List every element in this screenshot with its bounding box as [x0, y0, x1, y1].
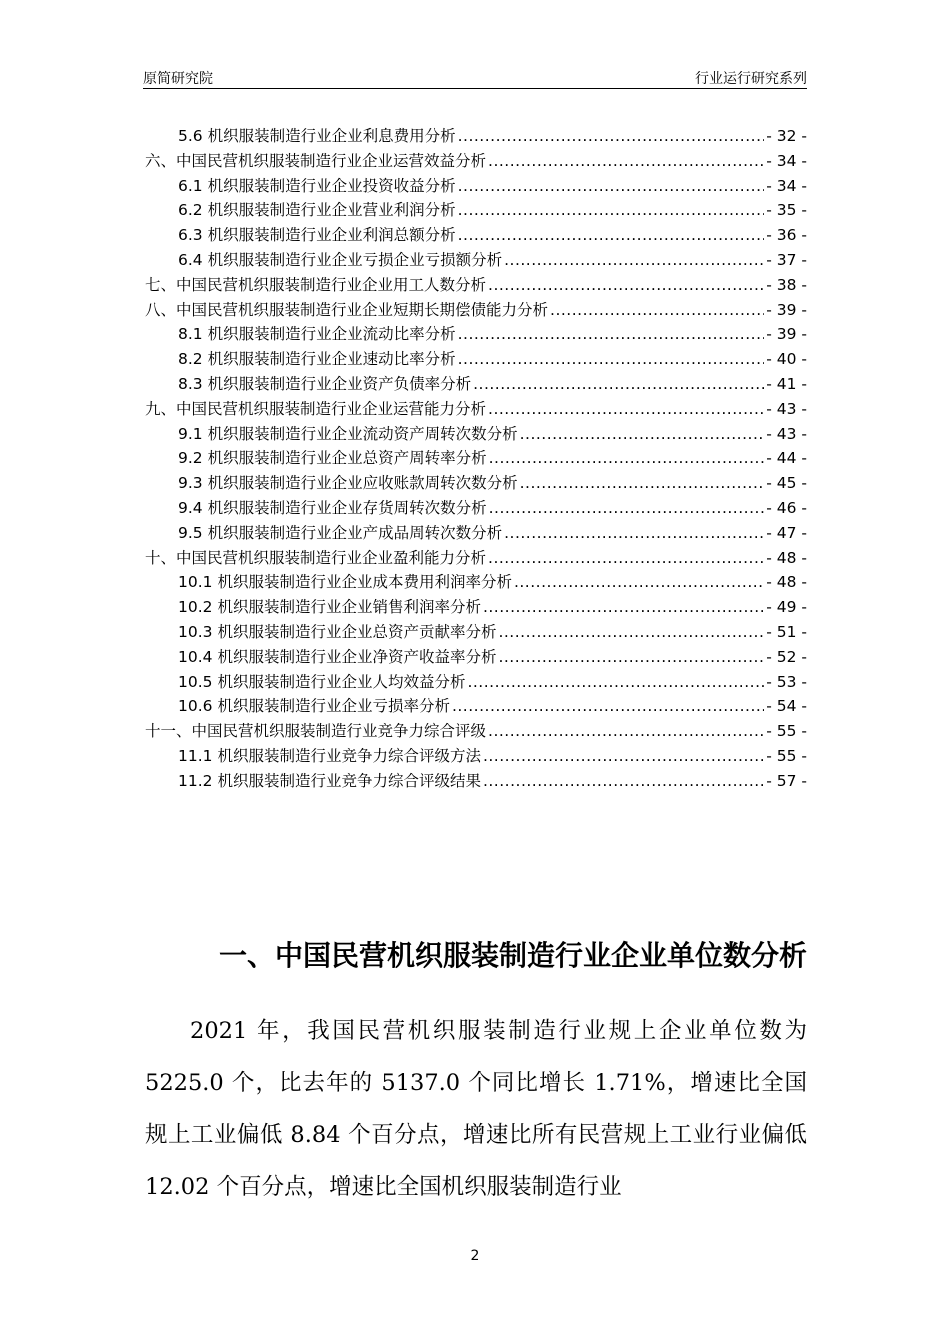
page-header: [143, 62, 807, 89]
toc-leader-dots: [550, 301, 764, 319]
toc-entry[interactable]: [145, 570, 807, 595]
toc-leader-dots: [498, 648, 764, 666]
header-publisher: 原简研究院: [143, 71, 213, 87]
toc-leader-dots: [488, 152, 764, 170]
toc-entry-title: 八、中国民营机织服装制造行业企业短期长期偿债能力分析: [145, 300, 549, 319]
toc-entry[interactable]: [145, 744, 807, 769]
toc-entry-page: - 51 -: [766, 622, 807, 641]
toc-entry-title: 6.3 机织服装制造行业企业利润总额分析: [178, 226, 456, 245]
toc-entry-title: 十一、中国民营机织服装制造行业竞争力综合评级: [145, 722, 487, 741]
toc-entry-page: - 57 -: [766, 771, 807, 790]
toc-entry[interactable]: [145, 546, 807, 571]
toc-entry-page: - 37 -: [766, 250, 807, 269]
toc-entry-title: 9.4 机织服装制造行业企业存货周转次数分析: [178, 498, 487, 517]
toc-entry[interactable]: [145, 496, 807, 521]
toc-leader-dots: [489, 449, 765, 467]
toc-leader-dots: [488, 549, 764, 567]
table-of-contents: [145, 124, 807, 794]
toc-entry-title: 十、中国民营机织服装制造行业企业盈利能力分析: [145, 548, 487, 567]
toc-entry-title: 六、中国民营机织服装制造行业企业运营效益分析: [145, 151, 487, 170]
toc-entry[interactable]: [145, 397, 807, 422]
toc-leader-dots: [504, 251, 764, 269]
toc-entry-page: - 40 -: [766, 350, 807, 369]
body-paragraph: 2021 年，我国民营机织服装制造行业规上企业单位数为 5225.0 个，比去年的 5137.0 个同比增长 1.71%，增速比全国规上工业偏低 8.84 个百分点，增速比所有民营规上工业行业偏低 12.02 个百分点，增速比全国机织服装制造行业: [145, 1018, 807, 1200]
toc-entry[interactable]: [145, 198, 807, 223]
toc-entry-title: 九、中国民营机织服装制造行业企业运营能力分析: [145, 399, 487, 418]
toc-entry-page: - 55 -: [766, 746, 807, 765]
toc-entry-page: - 54 -: [766, 697, 807, 716]
toc-entry[interactable]: [145, 422, 807, 447]
toc-leader-dots: [483, 772, 764, 790]
toc-entry-title: 9.1 机织服装制造行业企业流动资产周转次数分析: [178, 424, 518, 443]
toc-entry-title: 七、中国民营机织服装制造行业企业用工人数分析: [145, 275, 487, 294]
section-heading: 一、中国民营机织服装制造行业企业单位数分析: [218, 939, 807, 972]
toc-leader-dots: [458, 201, 765, 219]
toc-leader-dots: [473, 375, 764, 393]
toc-entry-title: 9.5 机织服装制造行业企业产成品周转次数分析: [178, 523, 503, 542]
toc-entry[interactable]: [145, 273, 807, 298]
toc-entry[interactable]: [145, 769, 807, 794]
toc-entry[interactable]: [145, 372, 807, 397]
toc-entry-page: - 45 -: [766, 474, 807, 493]
toc-entry-page: - 47 -: [766, 523, 807, 542]
toc-entry-title: 8.2 机织服装制造行业企业速动比率分析: [178, 350, 456, 369]
toc-entry[interactable]: [145, 446, 807, 471]
toc-entry[interactable]: [145, 347, 807, 372]
toc-entry-title: 10.2 机织服装制造行业企业销售利润率分析: [178, 598, 481, 617]
page-number: 2: [470, 1248, 480, 1264]
toc-entry-title: 11.2 机织服装制造行业竞争力综合评级结果: [178, 771, 481, 790]
toc-leader-dots: [483, 747, 764, 765]
toc-leader-dots: [498, 623, 764, 641]
toc-entry[interactable]: [145, 124, 807, 149]
toc-leader-dots: [489, 499, 765, 517]
toc-entry-page: - 32 -: [766, 127, 807, 145]
toc-leader-dots: [514, 573, 764, 591]
toc-leader-dots: [452, 697, 764, 715]
toc-entry-page: - 34 -: [766, 151, 807, 170]
toc-entry[interactable]: [145, 595, 807, 620]
toc-entry-page: - 39 -: [766, 300, 807, 319]
toc-entry[interactable]: [145, 521, 807, 546]
toc-leader-dots: [504, 524, 764, 542]
toc-entry-title: 10.4 机织服装制造行业企业净资产收益率分析: [178, 647, 497, 666]
toc-entry[interactable]: [145, 670, 807, 695]
toc-entry-title: 9.2 机织服装制造行业企业总资产周转率分析: [178, 449, 487, 468]
toc-entry[interactable]: [145, 471, 807, 496]
toc-entry-page: - 48 -: [766, 573, 807, 592]
toc-leader-dots: [488, 400, 764, 418]
toc-entry[interactable]: [145, 223, 807, 248]
toc-leader-dots: [458, 226, 765, 244]
toc-entry-page: - 43 -: [766, 424, 807, 443]
toc-entry-page: - 53 -: [766, 672, 807, 691]
toc-entry[interactable]: [145, 248, 807, 273]
toc-entry[interactable]: [145, 694, 807, 719]
toc-entry-title: 6.1 机织服装制造行业企业投资收益分析: [178, 176, 456, 195]
toc-entry[interactable]: [145, 620, 807, 645]
toc-entry-page: - 48 -: [766, 548, 807, 567]
toc-leader-dots: [458, 350, 765, 368]
toc-entry-title: 11.1 机织服装制造行业竞争力综合评级方法: [178, 746, 481, 765]
toc-entry-title: 6.4 机织服装制造行业企业亏损企业亏损额分析: [178, 250, 503, 269]
toc-entry-page: - 52 -: [766, 647, 807, 666]
toc-entry-page: - 49 -: [766, 598, 807, 617]
toc-entry[interactable]: [145, 322, 807, 347]
header-series: 行业运行研究系列: [695, 71, 807, 87]
toc-leader-dots: [467, 673, 764, 691]
toc-entry-title: 9.3 机织服装制造行业企业应收账款周转次数分析: [178, 474, 518, 493]
toc-entry-title: 10.6 机织服装制造行业企业亏损率分析: [178, 697, 450, 716]
toc-entry-title: 10.5 机织服装制造行业企业人均效益分析: [178, 672, 466, 691]
toc-leader-dots: [520, 474, 765, 492]
toc-entry-title: 10.1 机织服装制造行业企业成本费用利润率分析: [178, 573, 512, 592]
toc-entry[interactable]: [145, 719, 807, 744]
toc-entry[interactable]: [145, 645, 807, 670]
toc-entry-page: - 55 -: [766, 722, 807, 741]
toc-leader-dots: [520, 425, 765, 443]
toc-entry-title: 6.2 机织服装制造行业企业营业利润分析: [178, 201, 456, 220]
toc-entry-page: - 34 -: [766, 176, 807, 195]
toc-entry-page: - 38 -: [766, 275, 807, 294]
toc-leader-dots: [458, 127, 765, 145]
toc-entry-page: - 36 -: [766, 226, 807, 245]
toc-entry-page: - 46 -: [766, 498, 807, 517]
toc-entry-title: 8.1 机织服装制造行业企业流动比率分析: [178, 325, 456, 344]
toc-entry-title: 5.6 机织服装制造行业企业利息费用分析: [178, 127, 456, 145]
toc-entry-page: - 41 -: [766, 374, 807, 393]
toc-entry[interactable]: [145, 149, 807, 174]
toc-leader-dots: [488, 722, 764, 740]
toc-entry-page: - 35 -: [766, 201, 807, 220]
toc-entry-title: 10.3 机织服装制造行业企业总资产贡献率分析: [178, 622, 497, 641]
toc-entry-page: - 44 -: [766, 449, 807, 468]
toc-leader-dots: [483, 598, 764, 616]
toc-leader-dots: [458, 177, 765, 195]
toc-entry[interactable]: [145, 174, 807, 199]
toc-entry-page: - 39 -: [766, 325, 807, 344]
toc-entry-page: - 43 -: [766, 399, 807, 418]
toc-entry-title: 8.3 机织服装制造行业企业资产负债率分析: [178, 374, 472, 393]
toc-entry[interactable]: [145, 298, 807, 323]
toc-leader-dots: [458, 325, 765, 343]
toc-leader-dots: [488, 276, 764, 294]
